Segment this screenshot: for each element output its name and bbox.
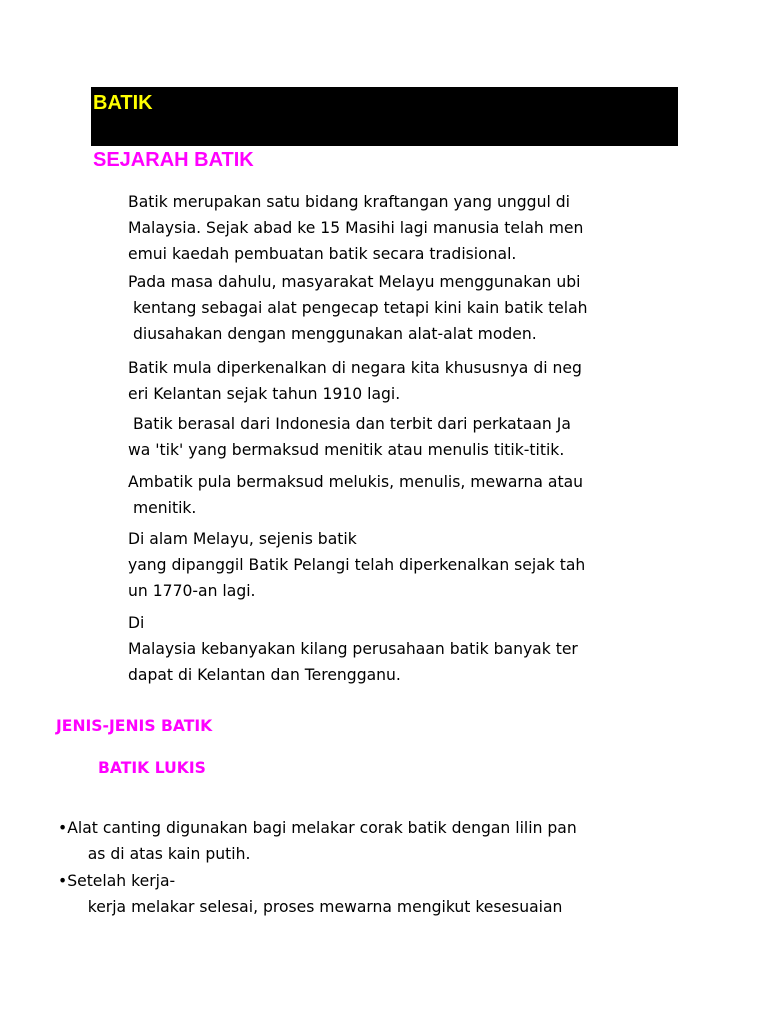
paragraph-3 bbox=[128, 355, 582, 407]
bullet-line: •Setelah kerja- bbox=[58, 872, 176, 890]
section-heading-sejarah: SEJARAH BATIK bbox=[93, 149, 254, 171]
paragraph-line: kentang sebagai alat pengecap tetapi kini kain batik telah bbox=[128, 299, 588, 317]
paragraph-line: eri Kelantan sejak tahun 1910 lagi. bbox=[128, 385, 401, 403]
page-title: BATIK bbox=[93, 92, 153, 114]
paragraph-line: un 1770-an lagi. bbox=[128, 582, 256, 600]
bullet-line: as di atas kain putih. bbox=[58, 845, 251, 863]
paragraph-line: dapat di Kelantan dan Terengganu. bbox=[128, 666, 401, 684]
paragraph-2 bbox=[128, 269, 588, 347]
bullet-line: •Alat canting digunakan bagi melakar corak batik dengan lilin pan bbox=[58, 819, 577, 837]
paragraph-6 bbox=[128, 526, 585, 604]
subsection-heading-batik-lukis: BATIK LUKIS bbox=[98, 759, 206, 777]
paragraph-line: Batik merupakan satu bidang kraftangan yang unggul di bbox=[128, 193, 570, 211]
paragraph-4 bbox=[128, 411, 571, 463]
paragraph-7 bbox=[128, 610, 578, 688]
paragraph-line: Malaysia kebanyakan kilang perusahaan batik banyak ter bbox=[128, 640, 578, 658]
paragraph-line: Batik mula diperkenalkan di negara kita khususnya di neg bbox=[128, 359, 582, 377]
bullet-item-1 bbox=[58, 815, 577, 867]
paragraph-1 bbox=[128, 189, 583, 267]
title-banner bbox=[91, 87, 678, 146]
paragraph-line: Ambatik pula bermaksud melukis, menulis, mewarna atau bbox=[128, 473, 584, 491]
paragraph-line: menitik. bbox=[128, 499, 197, 517]
bullet-line: kerja melakar selesai, proses mewarna mengikut kesesuaian bbox=[58, 898, 563, 916]
paragraph-line: yang dipanggil Batik Pelangi telah diperkenalkan sejak tah bbox=[128, 556, 586, 574]
section-heading-jenis: JENIS-JENIS BATIK bbox=[56, 717, 213, 735]
paragraph-line: Di bbox=[128, 614, 145, 632]
paragraph-line: Batik berasal dari Indonesia dan terbit dari perkataan Ja bbox=[128, 415, 571, 433]
paragraph-line: emui kaedah pembuatan batik secara tradisional. bbox=[128, 245, 517, 263]
paragraph-line: diusahakan dengan menggunakan alat-alat moden. bbox=[128, 325, 537, 343]
paragraph-line: wa 'tik' yang bermaksud menitik atau menulis titik-titik. bbox=[128, 441, 565, 459]
paragraph-line: Malaysia. Sejak abad ke 15 Masihi lagi manusia telah men bbox=[128, 219, 584, 237]
bullet-item-2 bbox=[58, 868, 562, 920]
paragraph-5 bbox=[128, 469, 583, 521]
paragraph-line: Pada masa dahulu, masyarakat Melayu menggunakan ubi bbox=[128, 273, 581, 291]
paragraph-line: Di alam Melayu, sejenis batik bbox=[128, 530, 357, 548]
